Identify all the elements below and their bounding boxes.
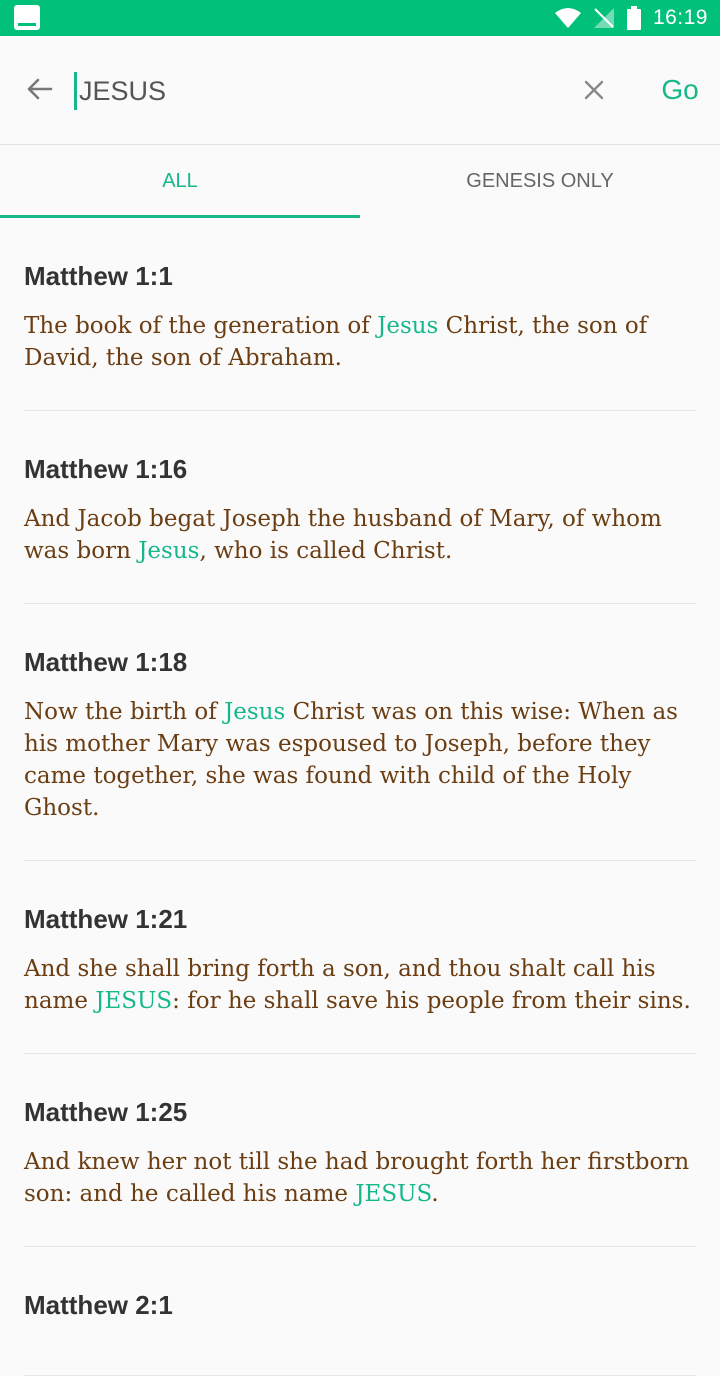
holy-bible-icon [14,5,40,30]
match-highlight: Jesus [224,699,286,725]
tab-genesis-only[interactable]: GENESIS ONLY [466,170,614,192]
tab-all[interactable]: ALL [0,145,360,218]
verse-reference: Matthew 1:1 [24,261,173,291]
result-item[interactable] [24,1247,696,1376]
match-highlight: Jesus [138,538,200,564]
back-button[interactable] [16,66,62,112]
status-time: 16:19 [652,6,708,29]
arrow-left-icon [25,77,53,101]
verse-text: And knew her not till she had brought forth her firstborn son: and he called his name JESUS. [24,1149,690,1207]
match-highlight: Jesus [377,313,439,339]
verse-text: And Jacob begat Joseph the husband of Mary, of whom was born Jesus, who is called Christ. [24,506,662,564]
result-item[interactable] [24,218,696,411]
verse-reference: Matthew 2:1 [24,1290,173,1320]
search-bar [0,36,720,145]
search-input[interactable] [74,72,554,110]
verse-reference: Matthew 1:21 [24,904,188,934]
verse-text: Now the birth of Jesus Christ was on this wise: When as his mother Mary was espoused to Joseph, before they came together, she was found with child of the Holy Ghost. [24,699,678,821]
status-icons [555,0,708,36]
no-signal-icon [593,7,615,29]
match-highlight: JESUS [355,1181,432,1207]
verse-reference: Matthew 1:25 [24,1097,188,1127]
go-button[interactable]: Go [661,74,699,105]
result-item[interactable] [24,1054,696,1247]
close-icon [584,80,604,100]
verse-reference: Matthew 1:16 [24,454,188,484]
verse-reference: Matthew 1:18 [24,647,188,677]
tab-bar [0,145,720,218]
search-results-list[interactable] [0,218,720,1320]
verse-text: The book of the generation of Jesus Christ, the son of David, the son of Abraham. [24,313,648,371]
match-highlight: JESUS [95,988,173,1014]
status-bar [0,0,720,36]
result-item[interactable] [24,411,696,604]
battery-icon [627,6,641,30]
result-item[interactable] [24,861,696,1054]
result-item[interactable] [24,604,696,861]
verse-text: And she shall bring forth a son, and thou shalt call his name JESUS: for he shall save his people from their sins. [24,956,691,1014]
wifi-icon [555,7,581,29]
clear-button[interactable] [570,66,618,114]
